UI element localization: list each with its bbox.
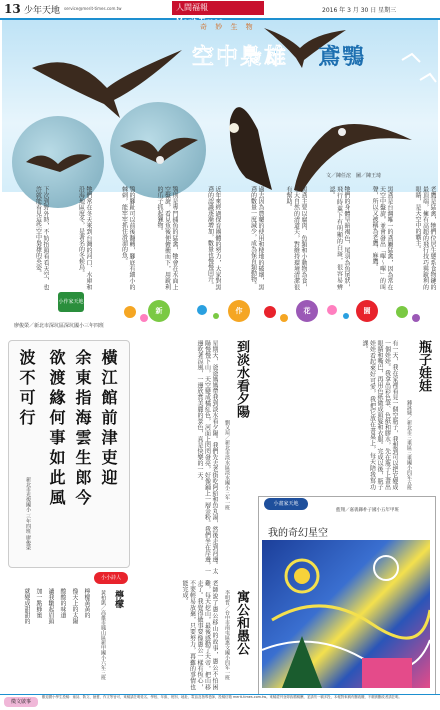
starry-painting xyxy=(262,540,430,688)
contact-url[interactable]: service@merit-times.com.tw xyxy=(64,6,122,11)
section-title: 少年天地 xyxy=(24,6,61,16)
calligraphy-line-1: 橫江館前津吏迎 xyxy=(99,349,118,489)
article-column: 過去因為農藥的使用和棲地的破壞，黑鳶的數量一度減少，成為保育類動物。 xyxy=(249,186,264,290)
hero-byline: 文／陳任浤 圖／陳王琦 xyxy=(326,173,382,179)
hero-tagline: 奇 妙 生 物 xyxy=(200,23,256,31)
article-column: 牠們的身體呈暗褐色，尾羽為魚尾狀，飛行時翼下有明顯的白斑，很容易辨認。 xyxy=(328,186,350,290)
poem-author: 黃柏凱／高雄市鳳山區新甲國小六年三班 xyxy=(100,590,106,680)
brand-name-cn: 人間福報 xyxy=(176,3,208,12)
poem-body xyxy=(8,588,94,692)
story-body-2: 星期天，爸爸媽媽帶我到淡水看夕陽。我們先去老街吃阿給和魚丸湯，然後走到河邊。太陽慢慢下山，天空變成橘紅色，河面上閃閃發亮，好像鋪上一層金粉。我們坐在岸邊，一邊吹著涼風，一邊欣賞美麗的景色，真是快樂的一天。 xyxy=(196,340,218,574)
calligraphy-note: 新北市光復國小 三年四班 廖俊榮 xyxy=(25,477,31,551)
brand-logo xyxy=(172,1,264,15)
art-title: 我的奇幻星空 xyxy=(268,528,328,539)
author-credit-1: 廖俊榮／新北市深坑區深坑國小三年四班 xyxy=(14,323,105,329)
little-poet-badge: 小小詩人 xyxy=(94,572,128,584)
story-author-3: 李明哲／台中市南屯區惠文國小四年一班 xyxy=(224,590,230,680)
hero-title-b: 鳶鶚 xyxy=(318,45,367,70)
story-title-3: 寓公和愚公 xyxy=(234,590,249,655)
young-writer-badge: 小作家天地 xyxy=(58,292,84,312)
call-for-submissions-label: 徵文啟事 xyxy=(4,697,38,707)
flower-badge-1: 新 xyxy=(148,300,170,322)
flower-badge-4: 園 xyxy=(356,300,378,322)
poem-line: 酸酸的味道 xyxy=(59,588,66,618)
story-author-2: 劉又瑄／新北市淡水區淡水國小三年一班 xyxy=(224,420,230,510)
flower-badge-2: 作 xyxy=(228,300,250,322)
story-title-2: 到淡水看夕陽 xyxy=(234,340,249,418)
calligraphy-line-4: 波不可行 xyxy=(17,349,36,429)
article-column: 黑鳶是台灣唯一的鳶屬猛禽，因為常在天空中盤旋，並會發出「嗶～嗶」的叫聲，所以又被稱為老鷹、麻鷹。 xyxy=(371,186,393,290)
art-header-badge: 小畫家天地 xyxy=(264,498,308,510)
poem-line: 加一點蜂蜜 xyxy=(35,588,42,618)
calligraphy-panel xyxy=(8,340,130,568)
article-body xyxy=(2,186,438,290)
article-column: 鶚的腳趾可以前後翻轉，腳底有細小的棘刺，能牢牢抓住滑溜的魚。 xyxy=(120,186,135,290)
story-body-3: 老師說了愚公移山的故事，愚公不怕困難，每天挖山，最後感動了天帝，把山移走了。我覺得做事要像愚公一樣有恆心，不要輕易放棄，只要努力，再難的事情也能完成。 xyxy=(181,580,218,690)
story-title-1: 瓶子娃娃 xyxy=(416,340,431,392)
article-column: 老鷹是猛禽，牠們位居生態系食物鏈的最頂端，擁有高超的飛行技巧與銳利的眼睛，是天空中的霸主。 xyxy=(414,186,436,290)
story-author-1: 鍾詠婕／新北市三重區三重國小四年五班 xyxy=(406,400,412,490)
art-signature: 藍翔／嘉義縣朴子國小五年甲班 xyxy=(336,508,399,513)
article-column: 鶚則是專門捕魚的猛禽，牠會在水面上空盤旋，看見魚後便俯衝而下，用銳利的爪子抓起獵物。 xyxy=(156,186,178,290)
hero-title-a: 空中梟雄 xyxy=(192,45,289,70)
poem-line: 讓我皺起眉頭 xyxy=(47,588,54,624)
flower-badge-3: 花 xyxy=(296,300,318,322)
issue-date: 2016 年 3 月 30 日 星期三 xyxy=(322,7,397,14)
photo-circle-2 xyxy=(110,102,206,198)
story-body-1: 有一天，我在家裡看見一個空瓶子，我想到可以把它變成一個娃娃。我拿出彩色筆、色紙和膠水，先在瓶子上畫出眼睛和嘴巴，再用色紙做成頭髮和衣服。完成以後，瓶子娃娃看起來好可愛，我把它放在書桌上，每天陪我寫功課。 xyxy=(361,340,398,490)
poem-line: 像天上的太陽 xyxy=(71,588,78,624)
painting-swirls xyxy=(262,540,430,688)
poem-title: 檸檬 xyxy=(113,590,123,608)
article-column: 牠們常在冬天來到台灣的河口、水庫和沿海地區度冬，是著名的冬候鳥。 xyxy=(77,186,92,290)
article-column: 下次到野外時，不妨抬頭看看天空，也許就能看見這些空中梟雄的英姿。 xyxy=(34,186,49,290)
call-for-submissions-text: 歡迎國小學生投稿：童詩、散文、繪畫、作文等皆可，來稿請註明姓名、學校、年級、班別、地址、電話及指導老師，投稿信箱 merit-times.com.tw。來稿經刊登即致贈稿酬，並請勿一稿多投，本報對來稿有刪改權，不願被刪改者請註明。 xyxy=(42,695,402,699)
page-number: 13 xyxy=(4,2,21,16)
article-column: 黑鳶主要以腐肉、魚類和小動物為食，是大自然的清道夫，對維持環境清潔很有幫助。 xyxy=(285,186,307,290)
calligraphy-line-2: 余東指海雲生郎今 xyxy=(73,349,92,509)
calligraphy-line-3: 欲渡緣何事如此風 xyxy=(47,349,66,509)
poem-line: 就變成甜甜的 xyxy=(23,588,30,624)
poem-line: 檸檬黃黃的 xyxy=(83,588,90,618)
article-column: 近年來經過保育團體的努力，大家對黑鳶的認識逐漸增加，數量也慢慢回升。 xyxy=(206,186,221,290)
